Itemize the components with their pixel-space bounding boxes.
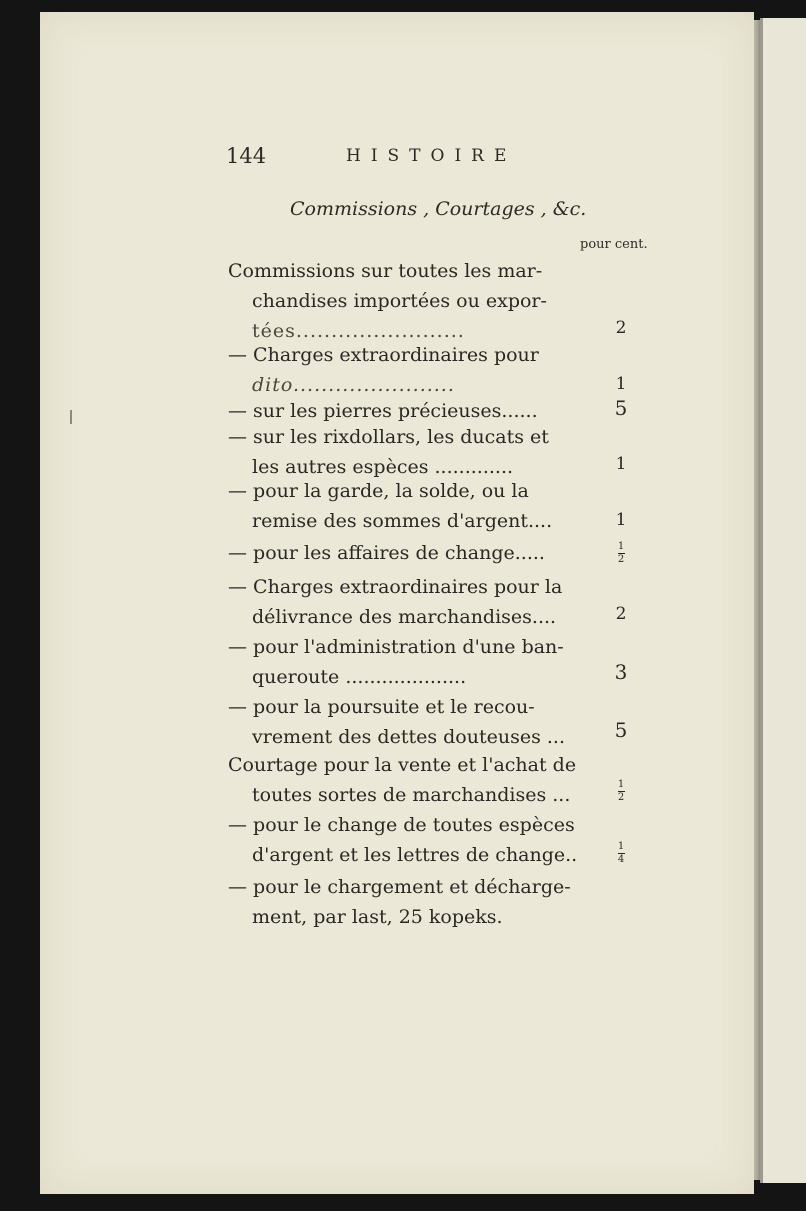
entry-line: les autres espèces .............	[252, 456, 514, 478]
entry-line: délivrance des marchandises....	[252, 606, 557, 628]
entry-line: — sur les rixdollars, les ducats et	[228, 426, 549, 448]
rate-fraction	[606, 542, 636, 565]
entry	[228, 256, 578, 346]
entry-line: toutes sortes de marchandises ...	[252, 784, 571, 806]
entry-line: Courtage pour la vente et l'achat de	[228, 754, 577, 776]
rate-fraction	[606, 780, 636, 803]
entry	[228, 572, 578, 632]
entry	[228, 632, 578, 692]
entry-line: — pour le change de toutes espèces	[228, 814, 575, 836]
fraction-numerator: 1	[617, 541, 625, 552]
entry-line: remise des sommes d'argent....	[252, 510, 553, 532]
book-page	[40, 12, 754, 1194]
section-title: Commissions , Courtages , &c.	[290, 198, 587, 220]
entry-line: queroute ....................	[252, 666, 467, 688]
entry	[228, 340, 578, 400]
rate: 1	[615, 510, 627, 530]
entry	[228, 872, 578, 932]
rate: 2	[615, 604, 627, 624]
entry-line: vrement des dettes douteuses ...	[252, 726, 565, 748]
entry-line: — pour la garde, la solde, ou la	[228, 480, 529, 502]
entry-line: — pour l'administration d'une ban-	[228, 636, 564, 658]
entry-line: dito.......................	[252, 374, 455, 396]
entry	[228, 810, 578, 870]
fraction-denominator: 2	[617, 554, 625, 565]
entry-line: tées........................	[252, 320, 465, 342]
entry-line: — Charges extraordinaires pour la	[228, 576, 563, 598]
entry-line: ment, par last, 25 kopeks.	[252, 906, 503, 928]
fraction-numerator: 1	[617, 779, 625, 790]
page-number: 144	[226, 144, 267, 168]
entry-line: — Charges extraordinaires pour	[228, 344, 539, 366]
rate-fraction	[606, 842, 636, 865]
entry	[228, 422, 578, 482]
header-title: HISTOIRE	[346, 146, 517, 166]
entry-line: — pour les affaires de change.....	[228, 542, 545, 564]
margin-mark	[70, 410, 78, 424]
entry-line: Commissions sur toutes les mar-	[228, 260, 543, 282]
entry	[228, 692, 578, 752]
entry	[228, 750, 578, 810]
rate: 5	[614, 396, 628, 420]
fraction-denominator: 4	[617, 854, 625, 865]
entry-line: — pour le chargement et décharge-	[228, 876, 571, 898]
entry-line: chandises importées ou expor-	[252, 290, 547, 312]
entry	[228, 476, 578, 536]
entry	[228, 538, 578, 568]
rate: 3	[614, 660, 628, 684]
facing-page-edge	[760, 18, 806, 1183]
running-head	[226, 140, 586, 170]
rate: 1	[615, 374, 627, 394]
entry-line: — pour la poursuite et le recou-	[228, 696, 535, 718]
rate: 1	[615, 454, 627, 474]
column-head: pour cent.	[580, 237, 648, 252]
entry-line: d'argent et les lettres de change..	[252, 844, 578, 866]
entry-line: — sur les pierres précieuses......	[228, 400, 538, 422]
fraction-denominator: 2	[617, 792, 625, 803]
rate: 2	[615, 318, 627, 338]
rate: 5	[614, 718, 628, 742]
fraction-numerator: 1	[617, 841, 625, 852]
